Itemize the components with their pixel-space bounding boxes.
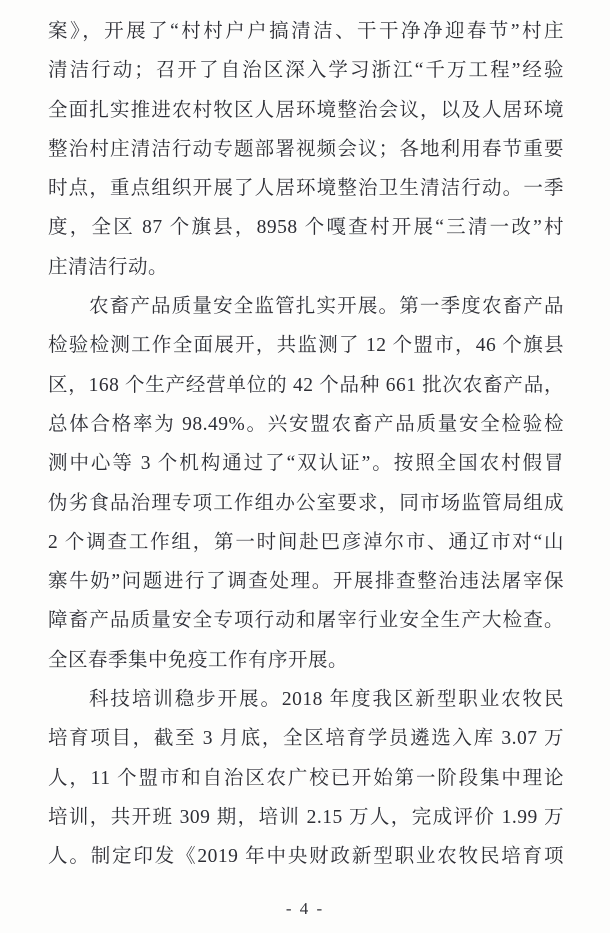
text-line: 全面扎实推进农村牧区人居环境整治会议，以及人居环境 (48, 99, 564, 121)
text-line: 人。制定印发《2019 年中央财政新型职业农牧民培育项 (48, 846, 564, 868)
text-line: 全区春季集中免疫工作有序开展。 (48, 649, 349, 671)
text-line: 度，全区 87 个旗县，8958 个嘎查村开展“三清一改”村 (48, 217, 564, 239)
text-line: 检验检测工作全面展开，共监测了 12 个盟市，46 个旗县 (48, 335, 564, 357)
text-line: 案》，开展了“村村户户搞清洁、干干净净迎春节”村庄 (48, 21, 564, 42)
text-line: 测中心等 3 个机构通过了“双认证”。按照全国农村假冒 (48, 453, 564, 475)
page-number: - 4 - (285, 899, 325, 918)
text-line: 寨牛奶”问题进行了调查处理。开展排查整治违法屠宰保 (48, 571, 564, 593)
text-line: 障畜产品质量安全专项行动和屠宰行业安全生产大检查。 (48, 610, 564, 632)
document-body (48, 12, 564, 877)
text-line: 科技培训稳步开展。2018 年度我区新型职业农牧民 (89, 689, 564, 711)
text-line: 培训，共开班 309 期，培训 2.15 万人，完成评价 1.99 万 (48, 806, 564, 828)
text-line: 庄清洁行动。 (48, 256, 169, 278)
text-line: 清洁行动；召开了自治区深入学习浙江“千万工程”经验 (48, 60, 564, 82)
text-line: 时点，重点组织开展了人居环境整治卫生清洁行动。一季 (48, 178, 564, 200)
text-line: 培育项目，截至 3 月底，全区培育学员遴选入库 3.07 万 (48, 728, 564, 750)
text-line: 区，168 个生产经营单位的 42 个品种 661 批次农畜产品， (48, 374, 564, 396)
text-line: 2 个调查工作组，第一时间赴巴彦淖尔市、通辽市对“山 (48, 531, 564, 553)
text-line: 总体合格率为 98.49%。兴安盟农畜产品质量安全检验检 (48, 413, 564, 435)
text-line: 整治村庄清洁行动专题部署视频会议；各地利用春节重要 (48, 138, 564, 160)
text-line: 人，11 个盟市和自治区农广校已开始第一阶段集中理论 (48, 767, 564, 789)
text-line: 伪劣食品治理专项工作组办公室要求，同市场监管局组成 (48, 492, 564, 514)
text-line: 农畜产品质量安全监管扎实开展。第一季度农畜产品 (89, 296, 564, 318)
